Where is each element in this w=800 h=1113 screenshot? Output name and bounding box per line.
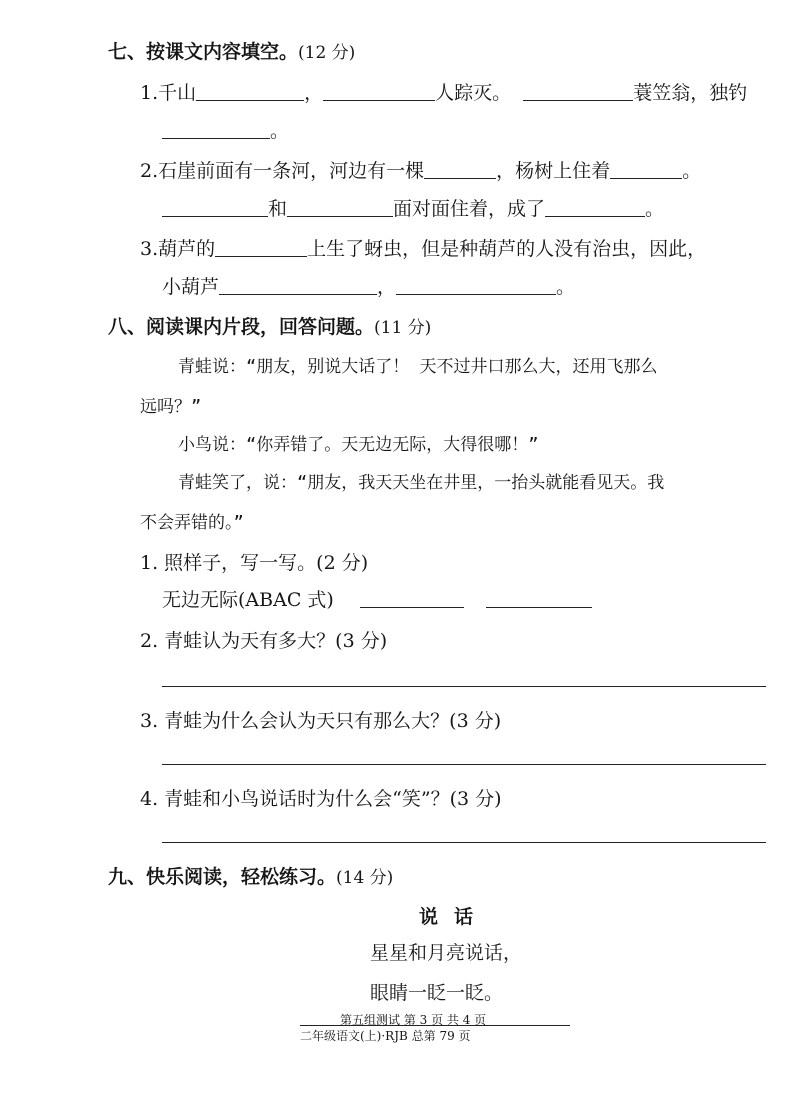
fill-question-2 (140, 156, 701, 183)
section-9-heading (108, 862, 393, 889)
question-text: 和 (268, 198, 288, 220)
answer-blank[interactable] (162, 198, 268, 217)
answer-blank[interactable] (215, 238, 307, 257)
question-text: 石崖前面有一条河，河边有一棵 (158, 160, 425, 182)
passage-line: 小鸟说：“你弄错了。天无边无际，大得很哪！” (178, 435, 539, 455)
reading-question-4: 4. 青蛙和小鸟说话时为什么会“笑”？(3 分) (140, 788, 502, 810)
example-row (162, 585, 592, 612)
answer-blank[interactable] (360, 589, 464, 608)
poem-line: 眼睛一眨一眨。 (370, 982, 504, 1004)
answer-blank[interactable] (219, 276, 377, 295)
poem-line: 星星和月亮说话， (370, 942, 523, 964)
section-7-heading (108, 37, 355, 64)
section-7-title: 七、按课文内容填空。 (108, 41, 299, 63)
answer-blank[interactable] (424, 160, 496, 179)
answer-blank[interactable] (610, 160, 682, 179)
answer-line[interactable] (162, 842, 766, 843)
question-text: 。 (270, 120, 290, 142)
question-text: 上生了蚜虫，但是种葫芦的人没有治虫，因此， (307, 238, 707, 260)
question-text: 人踪灭。 (435, 82, 512, 104)
answer-line[interactable] (162, 764, 766, 765)
section-9-points: (14 分) (336, 868, 394, 888)
question-text: ， (377, 276, 397, 298)
question-number: 1. (140, 82, 159, 104)
question-text: 千山 (158, 82, 197, 104)
fill-question-1 (140, 78, 747, 105)
example-word: 无边无际(ABAC 式) (162, 589, 334, 611)
fill-question-2-cont (162, 194, 664, 221)
reading-question-1: 1. 照样子，写一写。(2 分) (140, 552, 369, 574)
answer-blank[interactable] (523, 82, 633, 101)
question-number: 2. (140, 160, 159, 182)
passage-line: 远吗？” (140, 397, 202, 417)
poem-title: 说话 (419, 906, 490, 928)
section-8-points: (11 分) (374, 318, 432, 338)
section-7-points: (12 分) (298, 43, 356, 63)
question-text: 葫芦的 (158, 238, 216, 260)
question-text: ，杨树上住着 (496, 160, 611, 182)
answer-blank[interactable] (486, 589, 592, 608)
answer-blank[interactable] (545, 198, 645, 217)
passage-line: 不会弄错的。” (140, 513, 244, 533)
reading-question-2: 2. 青蛙认为天有多大？(3 分) (140, 630, 388, 652)
question-number: 3. (140, 238, 159, 260)
answer-blank[interactable] (162, 120, 270, 139)
footer-book-info: 二年级语文(上)·RJB 总第 79 页 (300, 1029, 471, 1043)
answer-line[interactable] (162, 686, 766, 687)
question-text: 面对面住着，成了 (393, 198, 546, 220)
passage-line: 青蛙说：“朋友，别说大话了！ 天不过井口那么大，还用飞那么 (178, 357, 658, 377)
footer-divider (300, 1025, 570, 1026)
section-8-title: 八、阅读课内片段，回答问题。 (108, 316, 375, 338)
answer-blank[interactable] (396, 276, 556, 295)
question-text: 蓑笠翁，独钓 (633, 82, 748, 104)
fill-question-3 (140, 234, 706, 261)
passage-line: 青蛙笑了，说：“朋友，我天天坐在井里，一抬头就能看见天。我 (178, 473, 665, 493)
section-8-heading (108, 312, 431, 339)
fill-question-3-cont (162, 272, 575, 299)
section-9-title: 九、快乐阅读，轻松练习。 (108, 866, 337, 888)
question-text: 。 (682, 160, 702, 182)
footer-page-info: 第五组测试 第 3 页 共 4 页 (340, 1013, 487, 1027)
fill-question-1-cont (162, 116, 289, 143)
question-text: 。 (645, 198, 665, 220)
question-text: ， (304, 82, 324, 104)
answer-blank[interactable] (287, 198, 393, 217)
answer-blank[interactable] (323, 82, 435, 101)
question-text: 。 (556, 276, 576, 298)
reading-question-3: 3. 青蛙为什么会认为天只有那么大？(3 分) (140, 710, 502, 732)
question-text: 小葫芦 (162, 276, 220, 298)
answer-blank[interactable] (196, 82, 304, 101)
